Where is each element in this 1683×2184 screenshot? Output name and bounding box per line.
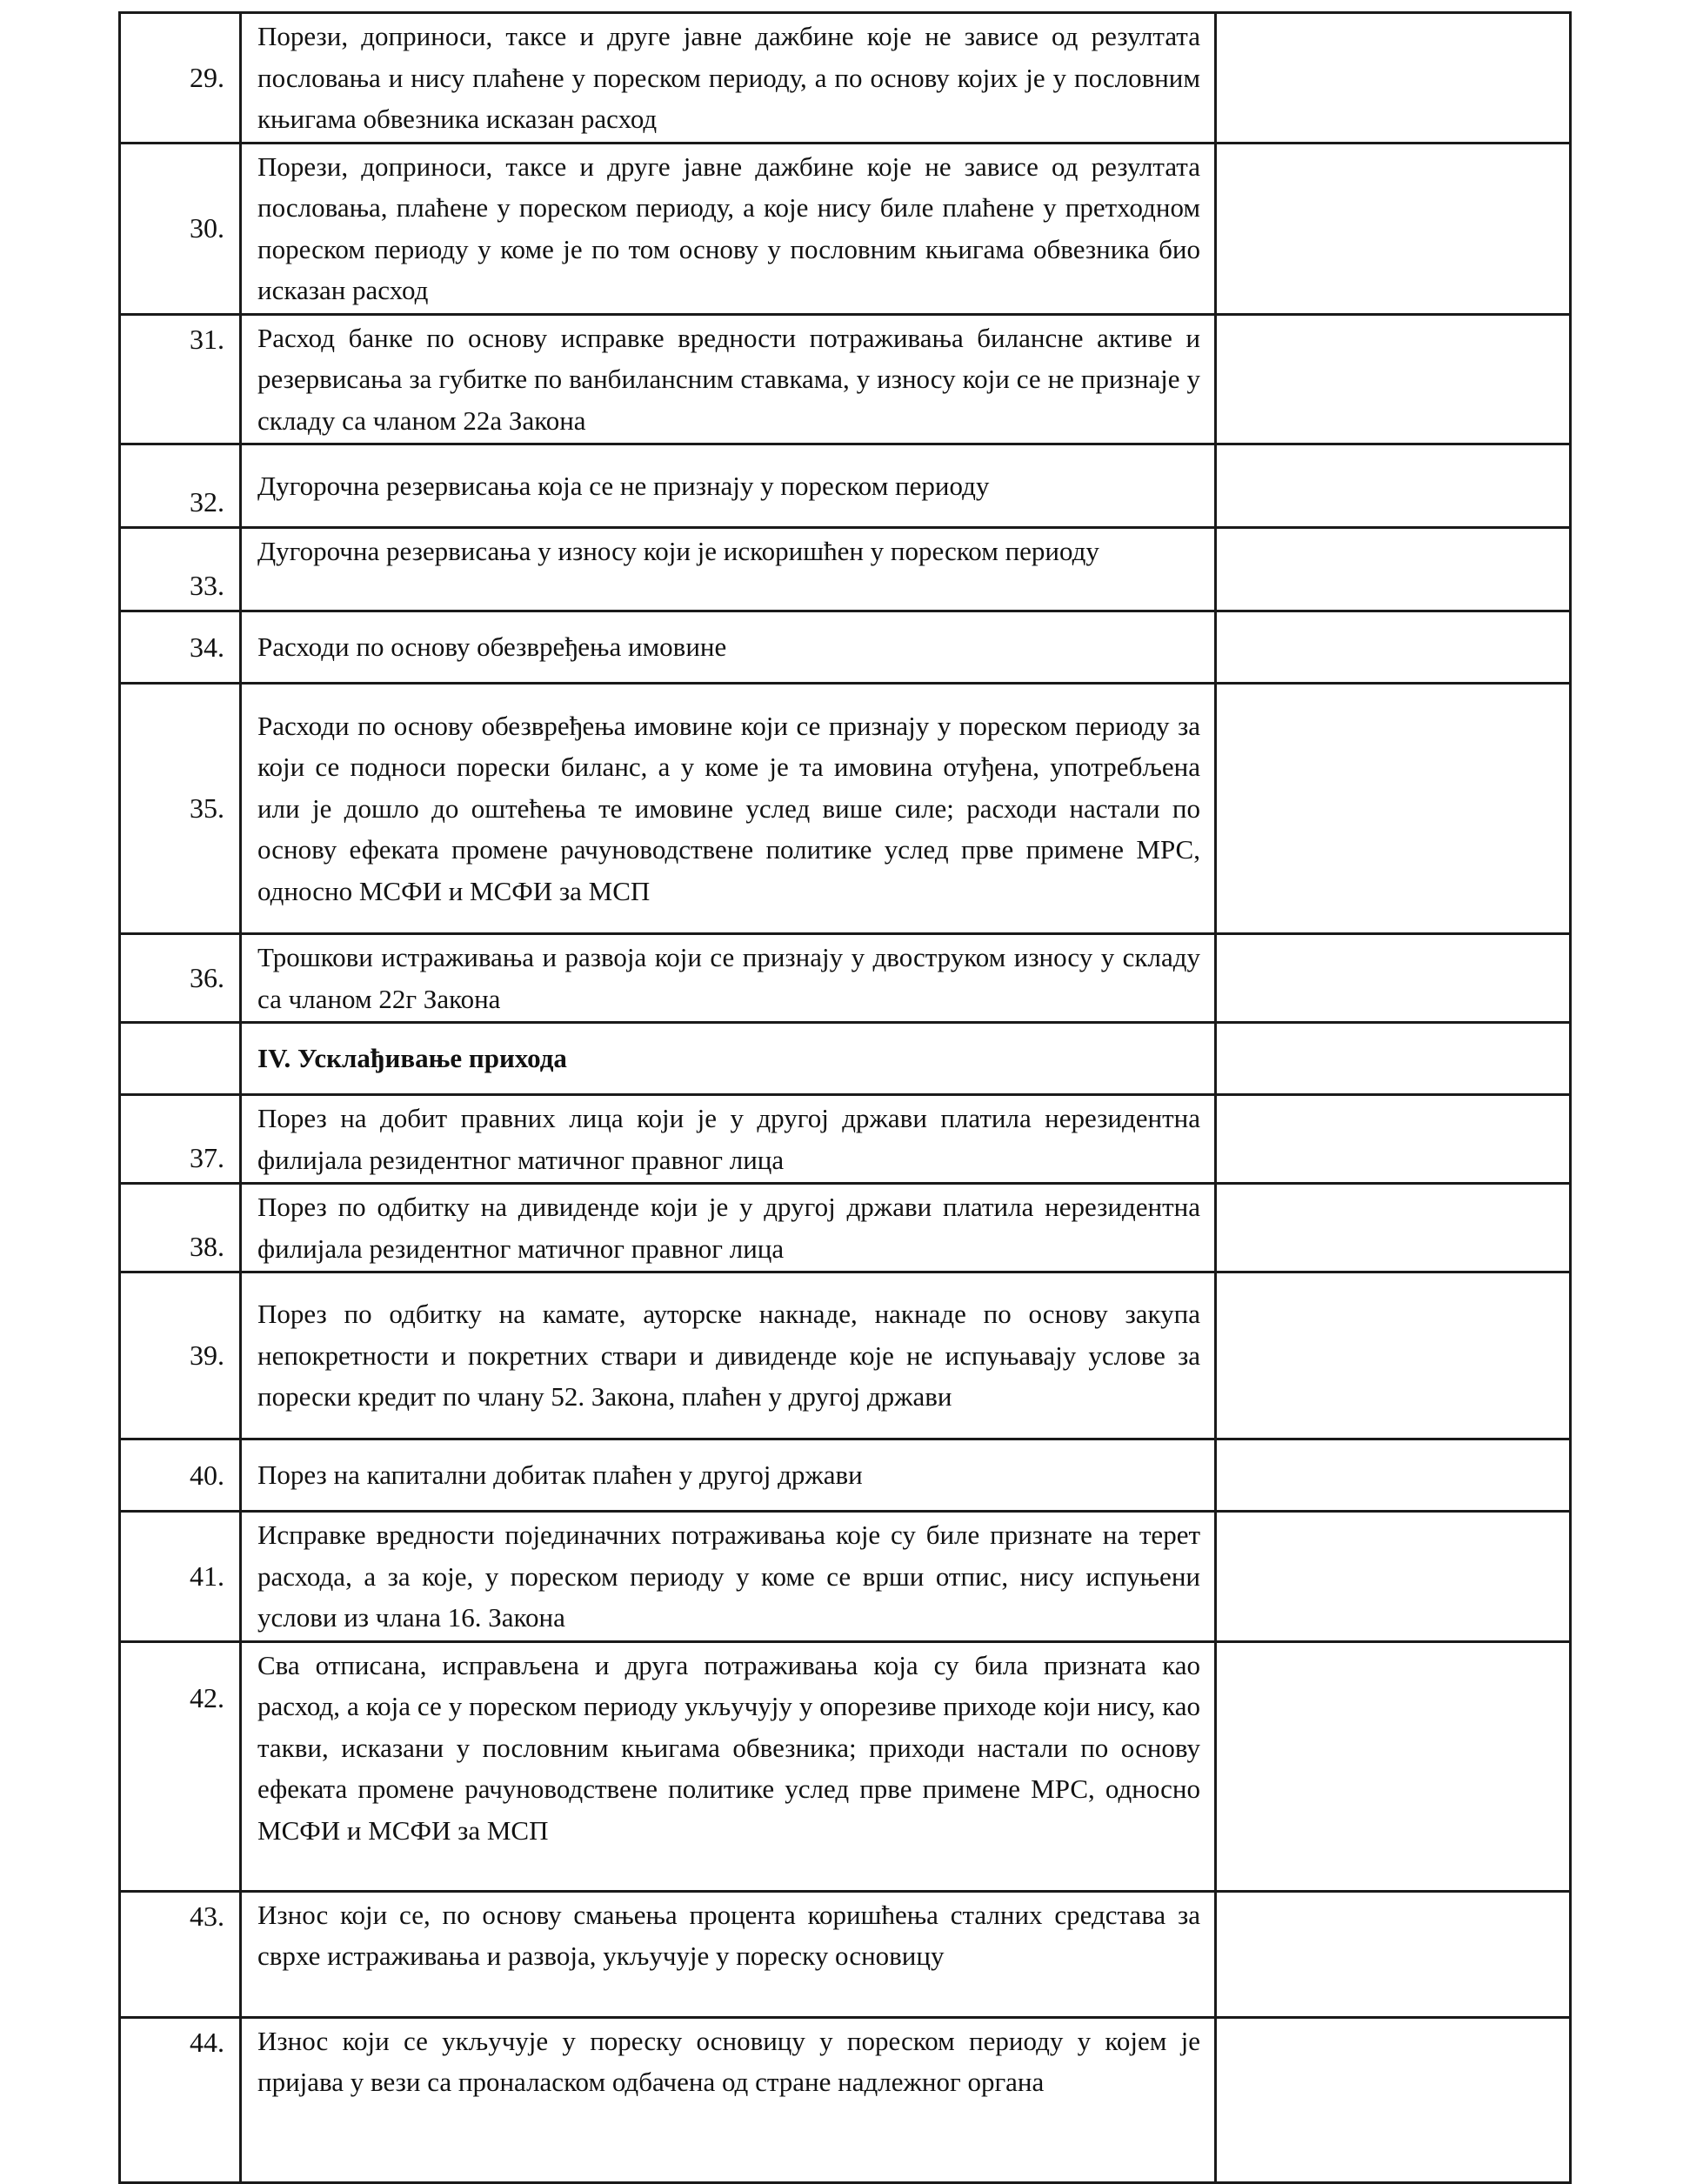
row-value-cell [1216,1272,1571,1439]
row-value-cell [1216,934,1571,1023]
table-row [120,314,1571,444]
row-description: Порез на добит правних лица који је у другој држави платила нерезидентна филијала резидентног матичног правног лица [241,1095,1216,1184]
row-number: 36. [120,934,241,1023]
table-row [120,1641,1571,1891]
row-value-cell [1216,1095,1571,1184]
row-description: Порези, доприноси, таксе и друге јавне дажбине које не зависе од резултата пословања, плаћене у пореском периоду, а које нису биле плаћене у претходном пореском периоду у коме је по том основу у пословним књигама обвезника био исказан расход [241,143,1216,314]
row-value-cell [1216,1512,1571,1642]
row-value-cell [1216,611,1571,684]
row-number: 33. [120,528,241,611]
row-value-cell [1216,528,1571,611]
row-description: Порези, доприноси, таксе и друге јавне дажбине које не зависе од резултата пословања и нису плаћене у пореском периоду, а по основу којих је у пословним књигама обвезника исказан расход [241,13,1216,144]
table-row [120,1095,1571,1184]
row-number: 38. [120,1184,241,1272]
row-description: Дугорочна резервисања у износу који је искоришћен у пореском периоду [241,528,1216,611]
row-value-cell [1216,684,1571,934]
row-description: Сва отписана, исправљена и друга потраживања која су била призната као расход, а која се у пореском периоду укључују у опорезиве приходе који нису, као такви, исказани у пословним књигама обвезника; приходи настали по основу ефеката промене рачуноводствене политике услед прве примене МРС, односно МСФИ и МСФИ за МСП [241,1641,1216,1891]
row-value-cell [1216,143,1571,314]
table-row [120,444,1571,528]
row-value-cell [1216,1023,1571,1095]
row-description: Расходи по основу обезвређења имовине [241,611,1216,684]
row-description: Износ који се, по основу смањења процента коришћења сталних средстава за сврхе истраживања и развоја, укључује у пореску основицу [241,1891,1216,2017]
table-row [120,684,1571,934]
row-number: 40. [120,1439,241,1512]
table-row [120,1439,1571,1512]
row-description: Дугорочна резервисања која се не признају у пореском периоду [241,444,1216,528]
row-value-cell [1216,1184,1571,1272]
row-number: 37. [120,1095,241,1184]
row-description: Расходи по основу обезвређења имовине који се признају у пореском периоду за који се подноси порески биланс, а у коме је та имовина отуђена, употребљена или је дошло до оштећења те имовине услед више силе; расходи настали по основу ефеката промене рачуноводствене политике услед прве примене МРС, односно МСФИ и МСФИ за МСП [241,684,1216,934]
table-row [120,1272,1571,1439]
row-number: 43. [120,1891,241,2017]
table-row [120,611,1571,684]
row-value-cell [1216,1641,1571,1891]
section-header-row [120,1023,1571,1095]
table-row [120,1512,1571,1642]
row-number: 39. [120,1272,241,1439]
row-description: Исправке вредности појединачних потраживања које су биле признате на терет расхода, а за које, у пореском периоду у коме се врши отпис, нису испуњени услови из члана 16. Закона [241,1512,1216,1642]
table-row [120,528,1571,611]
row-value-cell [1216,314,1571,444]
row-number: 34. [120,611,241,684]
table-row [120,143,1571,314]
row-description: Расход банке по основу исправке вредности потраживања билансне активе и резервисања за губитке по ванбилансним ставкама, у износу који се не признаје у складу са чланом 22а Закона [241,314,1216,444]
row-value-cell [1216,444,1571,528]
table-row [120,1184,1571,1272]
row-value-cell [1216,13,1571,144]
row-description: Порез на капитални добитак плаћен у другој држави [241,1439,1216,1512]
row-number: 30. [120,143,241,314]
row-value-cell [1216,1891,1571,2017]
row-number [120,1023,241,1095]
row-description: Порез по одбитку на камате, ауторске накнаде, накнаде по основу закупа непокретности и покретних ствари и дивиденде које не испуњавају услове за порески кредит по члану 52. Закона, плаћен у другој држави [241,1272,1216,1439]
row-number: 44. [120,2017,241,2182]
row-description: Трошкови истраживања и развоја који се признају у двоструком износу у складу са чланом 22г Закона [241,934,1216,1023]
row-number: 32. [120,444,241,528]
row-value-cell [1216,2017,1571,2182]
table-row [120,1891,1571,2017]
table-row [120,13,1571,144]
section-title: IV. Усклађивање прихода [241,1023,1216,1095]
row-value-cell [1216,1439,1571,1512]
row-number: 35. [120,684,241,934]
row-number: 31. [120,314,241,444]
row-number: 42. [120,1641,241,1891]
table-row [120,934,1571,1023]
row-number: 41. [120,1512,241,1642]
row-description: Порез по одбитку на дивиденде који је у другој држави платила нерезидентна филијала резидентног матичног правног лица [241,1184,1216,1272]
row-description: Износ који се укључује у пореску основицу у пореском периоду у којем је пријава у вези са проналаском одбачена од стране надлежног органа [241,2017,1216,2182]
table-row [120,2017,1571,2182]
row-number: 29. [120,13,241,144]
tax-adjustment-table [118,11,1572,2184]
